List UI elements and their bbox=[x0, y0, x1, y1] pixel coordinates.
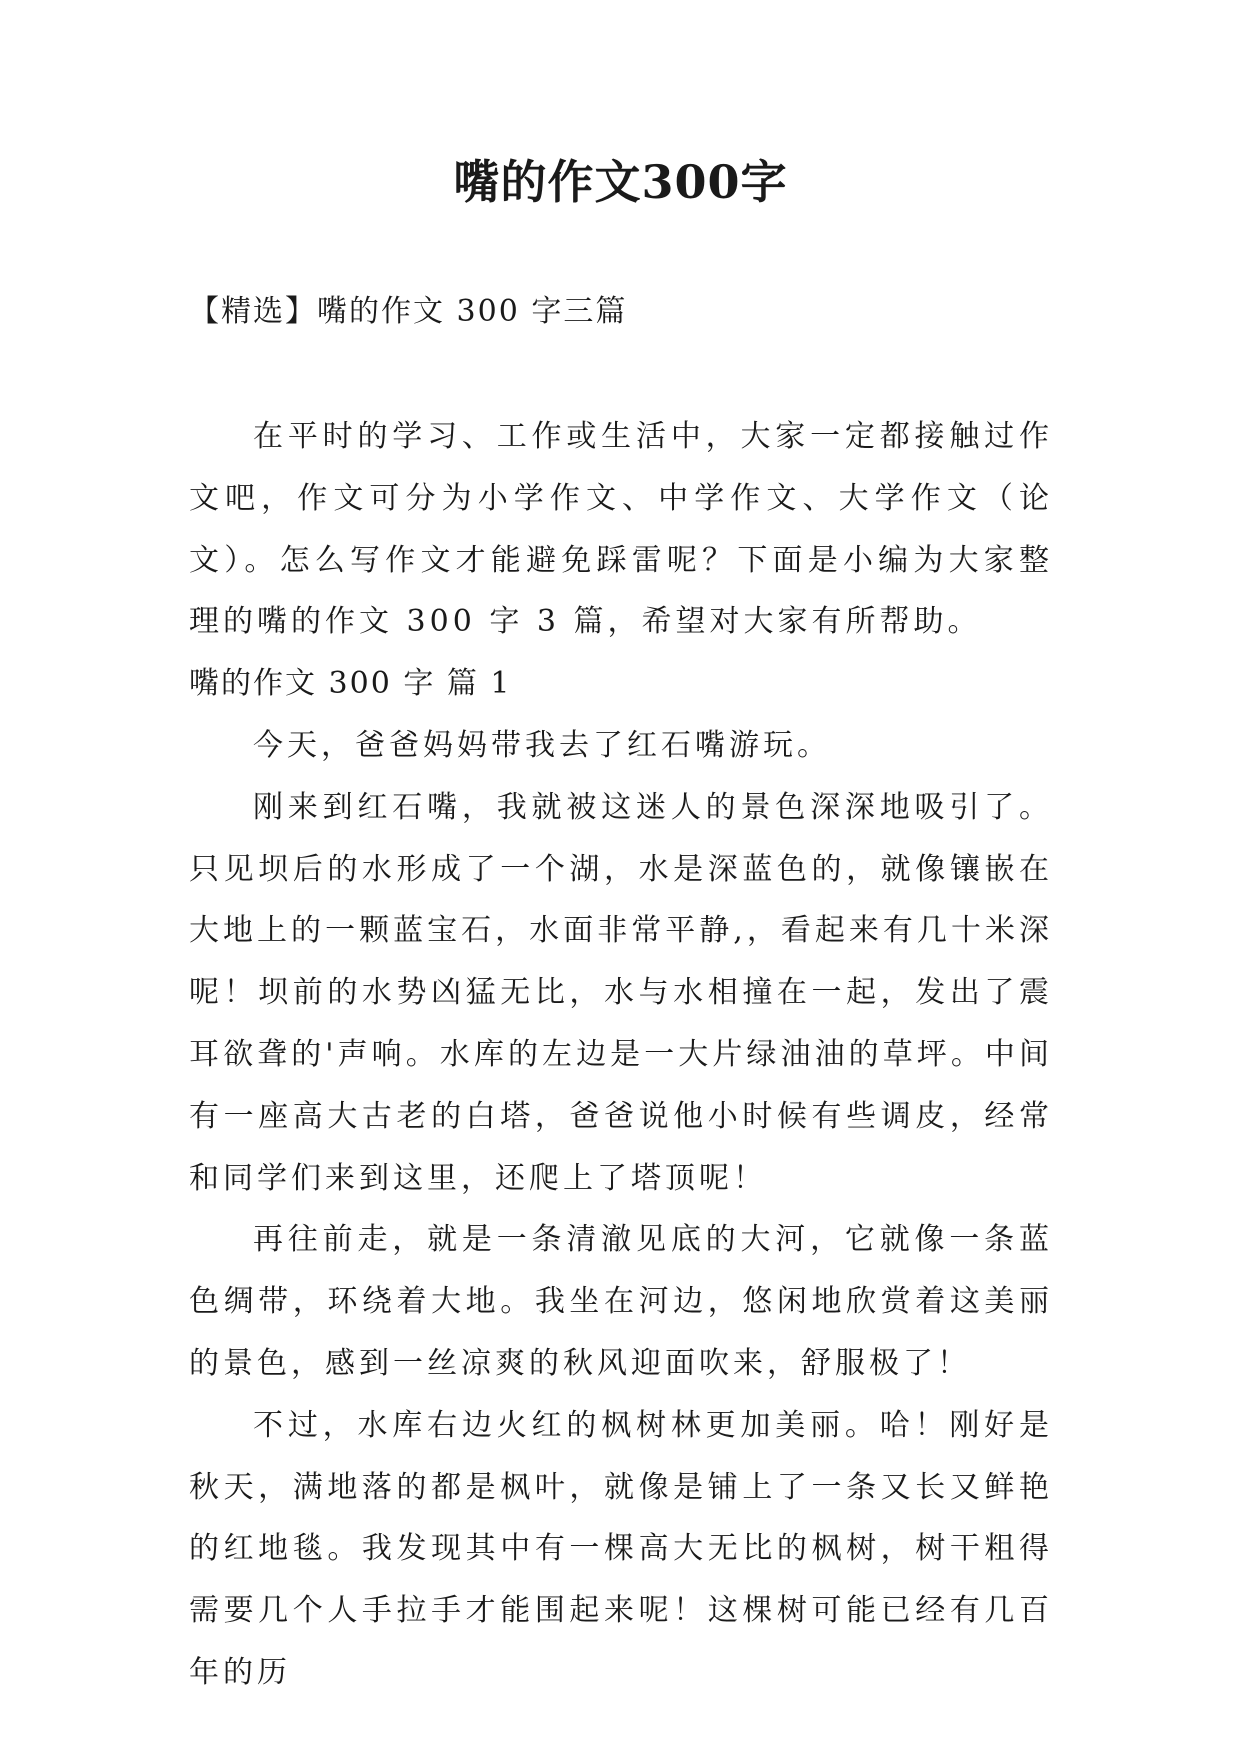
document-title: 嘴的作文300字 bbox=[453, 155, 788, 209]
body-paragraph: 刚来到红石嘴，我就被这迷人的景色深深地吸引了。只见坝后的水形成了一个湖，水是深蓝色的，就像镶嵌在大地上的一颗蓝宝石，水面非常平静,，看起来有几十米深呢！坝前的水势凶猛无比，水与水相撞在一起，发出了震耳欲聋的'声响。水库的左边是一大片绿油油的草坪。中间有一座高大古老的白塔，爸爸说他小时候有些调皮，经常和同学们来到这里，还爬上了塔顶呢！ bbox=[189, 789, 1053, 1196]
body-paragraph: 再往前走，就是一条清澈见底的大河，它就像一条蓝色绸带，环绕着大地。我坐在河边，悠闲地欣赏着这美丽的景色，感到一丝凉爽的秋风迎面吹来，舒服极了！ bbox=[189, 1222, 1053, 1381]
body-paragraph: 不过，水库右边火红的枫树林更加美丽。哈！刚好是秋天，满地落的都是枫叶，就像是铺上了一条又长又鲜艳的红地毯。我发现其中有一棵高大无比的枫树，树干粗得需要几个人手拉手才能围起来呢！这棵树可能已经有几百年的历 bbox=[189, 1407, 1053, 1690]
body-paragraph: 今天，爸爸妈妈带我去了红石嘴游玩。 bbox=[253, 727, 831, 763]
document-subtitle: 【精选】嘴的作文 300 字三篇 bbox=[189, 294, 628, 329]
section-heading: 嘴的作文 300 字 篇 1 bbox=[189, 666, 512, 702]
document-body bbox=[189, 406, 1053, 1704]
intro-paragraph: 在平时的学习、工作或生活中，大家一定都接触过作文吧，作文可分为小学作文、中学作文、大学作文（论文）。怎么写作文才能避免踩雷呢？下面是小编为大家整理的嘴的作文 300 字 3 篇，希望对大家有所帮助。 bbox=[189, 419, 1053, 640]
